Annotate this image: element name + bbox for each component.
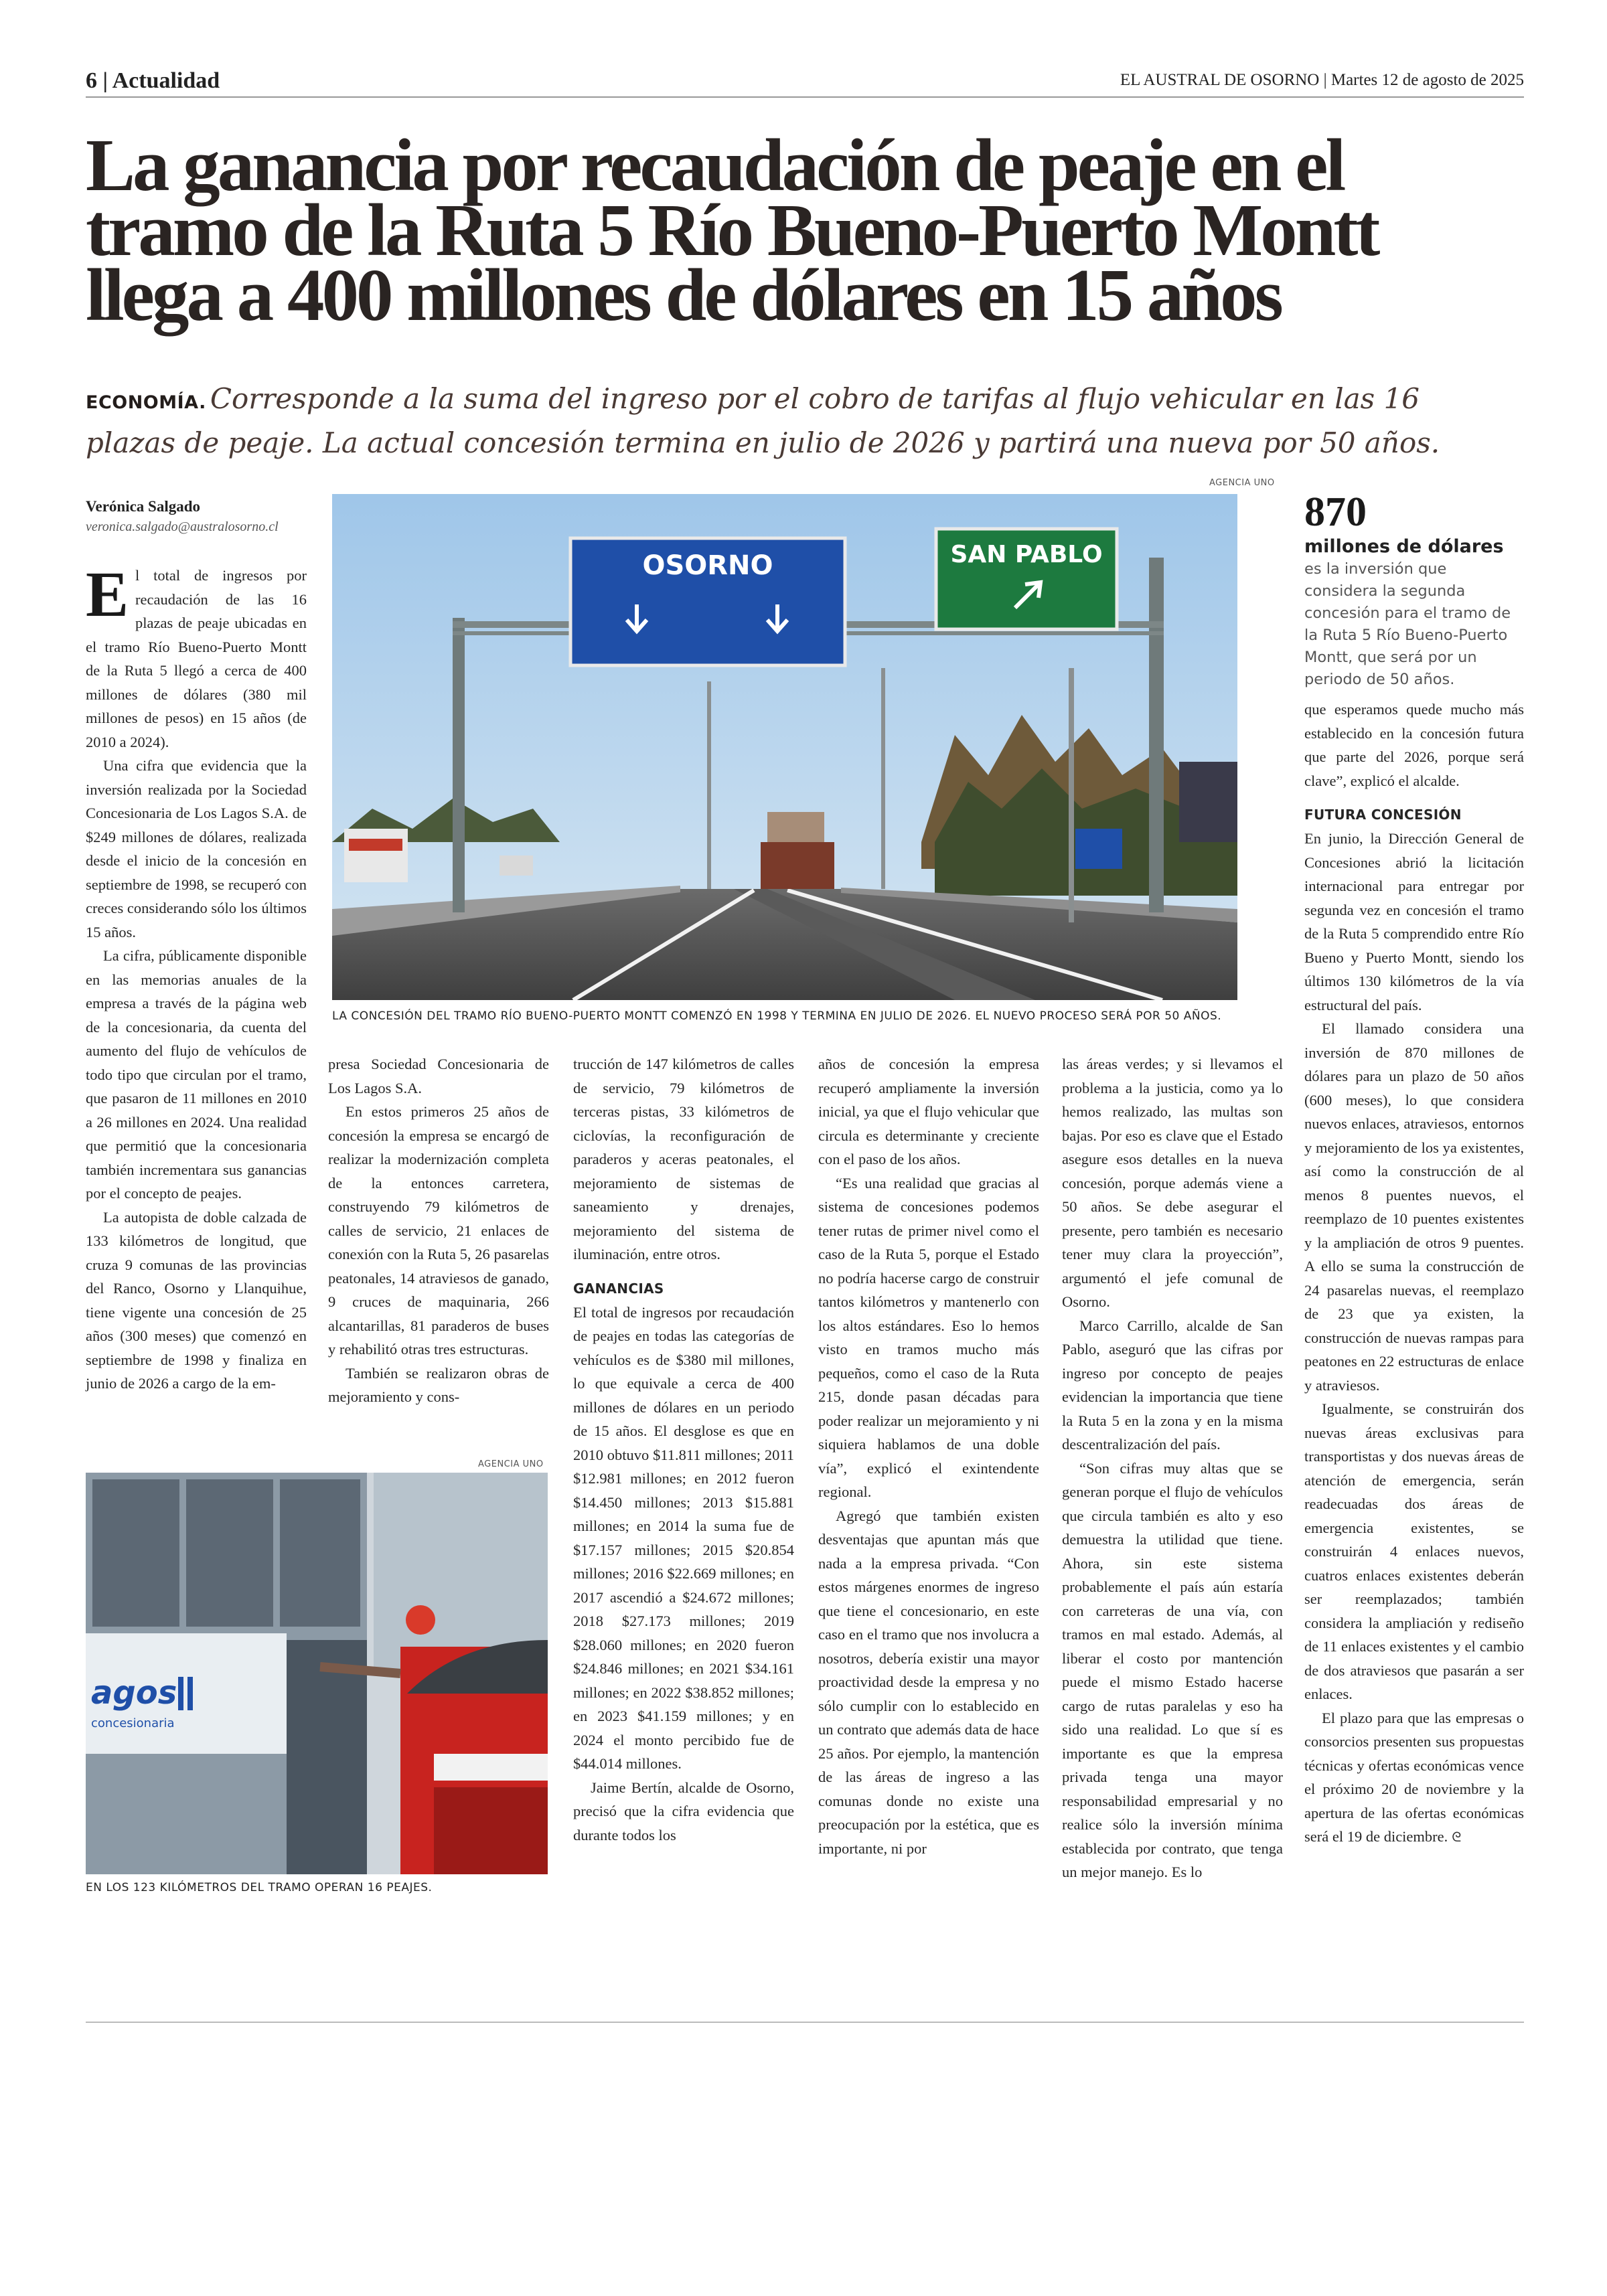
stat-number: 870 <box>1304 489 1367 535</box>
paragraph: En estos primeros 25 años de concesión la empresa se encargó de realizar la modernización completa de la entonces carretera, construyendo 79 kilómetros de calles de servicio, 21 enlaces de conexión con la Ruta 5, 26 pasarelas peatonales, 14 atraviesos de ganado, 9 cruces de maquinaria, 266 alcantarillas, 81 paraderos de buses y rehabilitó otras tres estructuras. <box>328 1103 549 1358</box>
footer-rule <box>86 2022 1524 2023</box>
paragraph: En junio, la Dirección General de Concesiones abrió la licitación internacional para entregar por segunda vez en concesión el tramo de la Ruta 5 comprendido entre Río Bueno y Puerto Montt, siendo los últimos 130 kilómetros de la vía estructural del país. <box>1304 830 1524 1013</box>
stat-box <box>1304 489 1524 691</box>
paragraph: El llamado considera una inversión de 870 millones de dólares para un plazo de 50 años (600 meses), lo que considera nuevos enlaces, atraviesos, entornos y mejoramiento de los ya existentes, así como la construcción de al menos 8 puentes nuevos, el reemplazo de 10 puentes existentes y la ampliación de otros 9 puentes. A ello se suma la construcción de 24 pasarelas nuevas, el reemplazo de 23 que ya existen, la construcción de nuevas rampas para peatones en 22 estructuras de enlace y atraviesos. <box>1304 1020 1524 1394</box>
paragraph: Marco Carrillo, alcalde de San Pablo, aseguró que las cifras por ingreso por concepto de peajes evidencian la importancia que tiene la Ruta 5 en la zona y en la misma descentralización del país. <box>1062 1317 1283 1453</box>
paragraph: trucción de 147 kilómetros de calles de servicio, 79 kilómetros de terceras pistas, 33 kilómetros de ciclovías, la reconfiguración de paraderos y aceras peatonales, el mejoramiento de sistemas de saneamiento y drenajes, mejoramiento del sistema de iluminación, entre otros. <box>573 1056 794 1262</box>
page-header <box>86 64 1524 98</box>
paragraph: El total de ingresos por recaudación de las 16 plazas de peaje ubicadas en el tramo Río Bueno-Puerto Montt de la Ruta 5 llegó a cerca de 400 millones de dólares (380 mil millones de pesos) en 15 años (de 2010 a 2024). <box>86 558 307 750</box>
photo-credit: AGENCIA UNO <box>478 1459 544 1469</box>
secondary-photo-caption: EN LOS 123 KILÓMETROS DEL TRAMO OPERAN 16 PEAJES. <box>86 1881 433 1894</box>
publication-date: EL AUSTRAL DE OSORNO | Martes 12 de agosto de 2025 <box>1120 71 1524 89</box>
toll-booth-photo-illustration <box>86 1473 548 1874</box>
article-column-2 <box>328 1052 549 1409</box>
paragraph: que esperamos quede mucho más establecido en la concesión futura que parte del 2026, porque será clave”, explicó el alcalde. <box>1304 701 1524 789</box>
booth-logo-subtext: concesionaria <box>91 1716 175 1730</box>
paragraph: Agregó que también existen desventajas que apuntan más que nada a la empresa privada. “Con estos márgenes enormes de ingreso que tiene el concesionario, en este caso en el tramo que nos involucra a nosotros, debería existir una mayor proactividad desde la empresa y no sólo cumplir con lo establecido en un contrato que además data de hace 25 años. Por ejemplo, la mantención de las áreas de ingreso a las comunas donde no existe una preocupación por la estética, que es importante, ni por <box>818 1507 1039 1857</box>
article-column-3 <box>573 1052 794 1847</box>
kicker: ECONOMÍA. <box>86 392 206 413</box>
paragraph: Igualmente, se construirán dos nuevas áreas exclusivas para transportistas y dos nuevas áreas de atención de emergencia, serán readecuadas dos áreas de emergencia existentes, se construirán 4 enlaces nuevos, cuatros enlaces existentes deberán ser reemplazados; también considera la ampliación y rediseño de 11 enlaces existentes y el cambio de dos atraviesos que pasarán a ser enlaces. <box>1304 1400 1524 1702</box>
sign-osorno-text: OSORNO <box>642 550 773 581</box>
article-column-4 <box>818 1052 1039 1860</box>
paragraph: “Son cifras muy altas que se generan porque el flujo de vehículos que circula también es alto y eso demuestra la utilidad que tiene. Ahora, sin este sistema probablemente el país aún estaría con carreteras de una vía, con tramos en mal estado. Además, al liberar el costo por mantención puede el mismo Estado hacerse cargo de rutas paralelas y eso ha sido una realidad. Lo que sí es importante es que la empresa privada tenga una mayor responsabilidad empresarial y no realice sólo la inversión mínima establecida por contrato, que tenga un mejor manejo. Es lo <box>1062 1459 1283 1880</box>
headline-line: La ganancia por recaudación de peaje en el <box>86 125 1344 207</box>
main-photo-caption: LA CONCESIÓN DEL TRAMO RÍO BUENO-PUERTO MONTT COMENZÓ EN 1998 Y TERMINA EN JULIO DE 2026. EL NUEVO PROCESO SERÁ POR 50 AÑOS. <box>332 1009 1222 1023</box>
paragraph: “Es una realidad que gracias al sistema de concesiones podemos tener rutas de primer nivel como el caso de la Ruta 5, porque el Estado no podría hacerse cargo de construir tantos kilómetros y mantenerlo con los altos estándares. Eso lo hemos visto en tramos mucho más pequeños, como el caso de la Ruta 215, donde pasan décadas para poder realizar un mejoramiento y ni siquiera hablamos de una doble vía”, explicó el exintendente regional. <box>818 1174 1039 1500</box>
deck-line: Corresponde a la suma del ingreso por el cobro de tarifas al flujo vehicular en las 16 <box>210 382 1420 415</box>
deck-line: plazas de peaje. La actual concesión termina en julio de 2026 y partirá una nueva por 50 años. <box>86 426 1440 459</box>
paragraph: las áreas verdes; y si llevamos el problema a la justicia, como ya lo hemos realizado, las multas son bajas. Por eso es clave que el Estado asegure esos detalles en la nueva concesión, porque además viene a 50 años. Se debe asegurar el presente, pero también es necesario tener muy clara la proyección”, argumentó el jefe comunal de Osorno. <box>1062 1056 1283 1310</box>
headline <box>86 125 1524 337</box>
paragraph: presa Sociedad Concesionaria de Los Lagos S.A. <box>328 1056 549 1096</box>
section-heading: GANANCIAS <box>573 1280 664 1297</box>
secondary-photo <box>86 1473 548 1874</box>
paragraph: Jaime Bertín, alcalde de Osorno, precisó que la cifra evidencia que durante todos los <box>573 1779 794 1843</box>
drop-cap: E <box>86 558 129 630</box>
deck <box>86 379 1524 463</box>
article-column-6 <box>1304 698 1524 1850</box>
paragraph: Una cifra que evidencia que la inversión realizada por la Sociedad Concesionaria de Los Lagos S.A. de $249 millones de dólares, realizada desde el inicio de la concesión en septiembre de 1998, se recuperó con creces considerando sólo los últimos 15 años. <box>86 757 307 940</box>
headline-line: llega a 400 millones de dólares en 15 años <box>86 254 1281 337</box>
paragraph: años de concesión la empresa recuperó ampliamente la inversión inicial, ya que el flujo vehicular que circula es determinante y creciente con el paso de los años. <box>818 1056 1039 1167</box>
paragraph: El plazo para que las empresas o consorcios presenten sus propuestas técnicas y ofertas económicas vence el próximo 20 de noviembre y la apertura de las ofertas económicas será el 19 de diciembre. ᘓ <box>1304 1709 1524 1845</box>
headline-line: tramo de la Ruta 5 Río Bueno-Puerto Montt <box>86 189 1378 272</box>
byline <box>86 498 307 535</box>
article-column-5 <box>1062 1052 1283 1884</box>
article-column-1 <box>86 558 307 1396</box>
photo-credit: AGENCIA UNO <box>1209 478 1275 488</box>
section-heading: FUTURA CONCESIÓN <box>1304 807 1462 823</box>
paragraph: La cifra, públicamente disponible en las memorias anuales de la empresa a través de la página web de la concesionaria, da cuenta del aumento del flujo de vehículos de todo tipo que circulan por el tramo, que pasaron de 11 millones en 2010 a 26 millones en 2024. Una realidad que permitió que la concesionaria también incrementara sus ganancias por el concepto de peajes. <box>86 947 307 1202</box>
paragraph: La autopista de doble calzada de 133 kilómetros de longitud, que cruza 9 comunas de las provincias del Ranco, Osorno y Llanquihue, tiene vigente una concesión de 25 años (300 meses) que comenzó en septiembre de 1998 y finaliza en junio de 2026 a cargo de la em- <box>86 1208 307 1392</box>
highway-photo-illustration <box>332 494 1237 1000</box>
stat-unit: millones de dólares <box>1304 536 1504 557</box>
main-photo <box>332 494 1237 1000</box>
end-mark-icon: ᘓ <box>1452 1829 1462 1845</box>
sign-san-pablo-text: SAN PABLO <box>950 541 1103 568</box>
stat-description: es la inversión que considera la segunda concesión para el tramo de la Ruta 5 Río Bueno-Puerto Montt, que será por un periodo de 50 años. <box>1304 560 1511 688</box>
paragraph: El total de ingresos por recaudación de peajes en todas las categorías de vehículos es de $380 mil millones, lo que equivale a cerca de 400 millones de dólares en un periodo de 15 años. El desglose es que en 2010 obtuvo $11.811 millones; 2011 $12.981 millones; en 2012 fueron $14.450 millones; 2013 $15.881 millones; en 2014 la suma fue de $17.157 millones; 2015 $20.854 millones; 2016 $22.669 millones; en 2017 ascendió a $24.672 millones; 2018 $27.173 millones; 2019 $28.060 millones; en 2020 fueron $24.846 millones; en 2021 $34.161 millones; en 2022 $38.852 millones; en 2023 $41.159 millones; y en 2024 el monto percibido fue de $44.014 millones. <box>573 1303 794 1772</box>
author-name: Verónica Salgado <box>86 498 201 515</box>
section-label: 6 | Actualidad <box>86 68 220 93</box>
author-email[interactable]: veronica.salgado@australosorno.cl <box>86 519 279 534</box>
paragraph: También se realizaron obras de mejoramiento y cons- <box>328 1364 549 1405</box>
booth-logo-text: agos <box>91 1674 177 1712</box>
